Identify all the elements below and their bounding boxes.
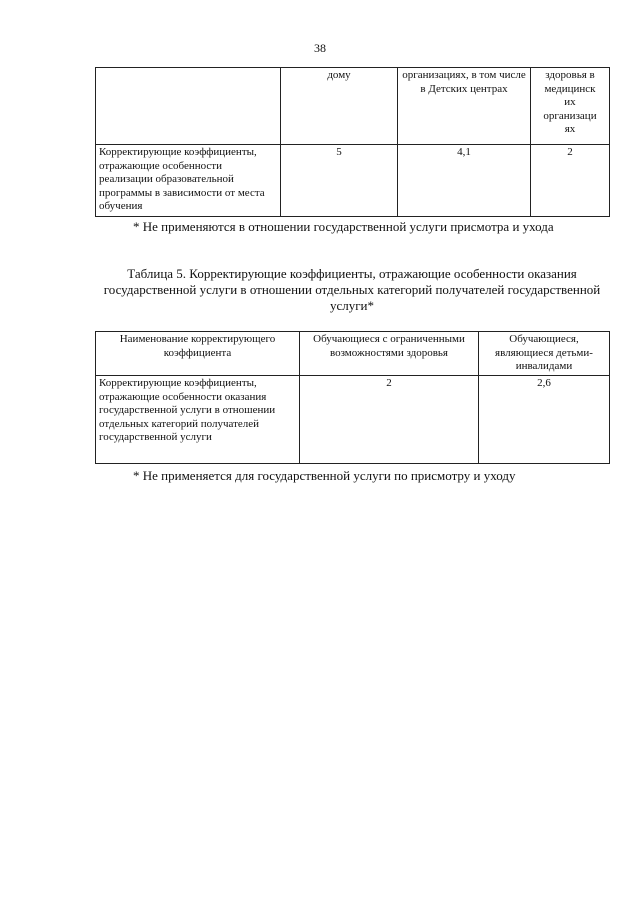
value-cell-children-centers: 4,1 (398, 145, 531, 217)
row-label: Корректирующие коэффициенты, отражающие особенности реализации образовательной программы в зависимости от места обучения (96, 145, 281, 217)
table-header-row (96, 332, 610, 376)
coefficients-table-by-category (95, 331, 610, 464)
value-cell-disabled-children: 2,6 (479, 376, 610, 464)
value-cell-limited-health: 2 (300, 376, 479, 464)
footnote-table-b: * Не применяется для государственной услуги по присмотру и уходу (133, 468, 516, 483)
table-row (96, 376, 610, 464)
row-label: Корректирующие коэффициенты, отражающие особенности оказания государственной услуги в отношении отдельных категорий получателей государственной услуги (96, 376, 300, 464)
footnote-table-a: * Не применяются в отношении государственной услуги присмотра и ухода (133, 219, 554, 234)
table-5-caption: Таблица 5. Корректирующие коэффициенты, отражающие особенности оказания государственной услуги в отношении отдельных категорий получателей государственной услуги* (103, 266, 601, 313)
header-cell-medical-orgs: здоровья в медицинск их организаци ях (531, 68, 610, 145)
header-cell-children-centers: организациях, в том числе в Детских центрах (398, 68, 531, 145)
table-header-row (96, 68, 610, 145)
header-cell-home: дому (281, 68, 398, 145)
table-row (96, 145, 610, 217)
value-cell-medical-orgs: 2 (531, 145, 610, 217)
header-cell-empty (96, 68, 281, 145)
value-cell-home: 5 (281, 145, 398, 217)
header-cell-name: Наименование корректирующего коэффициента (96, 332, 300, 376)
header-cell-disabled-children: Обучающиеся, являющиеся детьми-инвалидами (479, 332, 610, 376)
coefficients-table-by-place (95, 67, 610, 217)
header-cell-limited-health: Обучающиеся с ограниченными возможностями здоровья (300, 332, 479, 376)
page-number: 38 (314, 41, 326, 55)
